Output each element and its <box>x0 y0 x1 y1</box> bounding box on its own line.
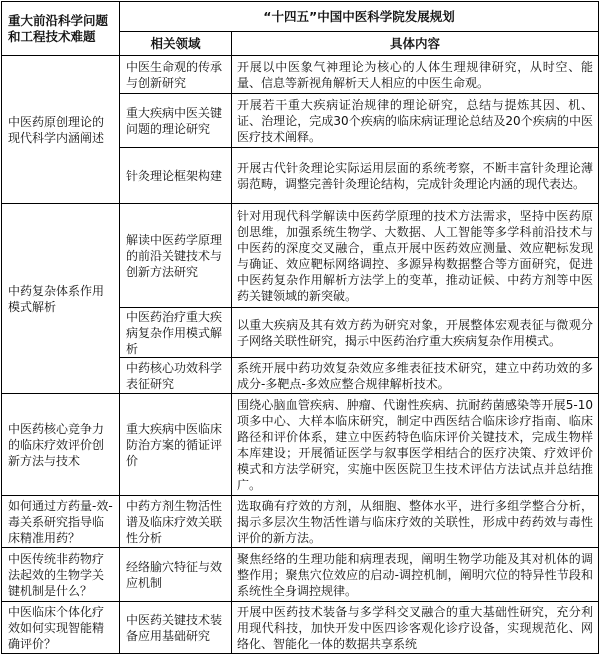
table-row <box>2 394 599 496</box>
table-row <box>2 204 599 308</box>
problem-cell: 中药复杂体系作用模式解析 <box>2 204 120 394</box>
field-cell: 经络腧穴特征与效应机制 <box>120 548 232 602</box>
table-row <box>2 548 599 602</box>
field-cell: 中药核心功效科学表征研究 <box>120 358 232 394</box>
field-cell: 解读中医药学原理的前沿关键技术与创新方法研究 <box>120 204 232 308</box>
content-cell: 以重大疾病及其有效方药为研究对象，开展整体宏观表征与微观分子网络关联性研究，揭示中医药治疗重大疾病复杂作用模式。 <box>232 308 599 358</box>
table-row <box>2 56 599 94</box>
content-cell: 开展中医药技术装备与多学科交叉融合的重大基础性研究，充分利用现代科技，加快开发中医四诊客观化诊疗设备，实现规范化、网络化、智能化一体的数据共享系统 <box>232 602 599 654</box>
table-row <box>2 496 599 548</box>
content-cell: 系统开展中药功效复杂效应多维表征技术研究，建立中药功效的多成分-多靶点-多效应整合规律解析技术。 <box>232 358 599 394</box>
content-cell: 聚焦经络的生理功能和病理表现，阐明生物学功能及其对机体的调整作用；聚焦穴位效应的启动-调控机制，阐明穴位的特异性节段和系统性全身调控规律。 <box>232 548 599 602</box>
problem-column-header: 重大前沿科学问题和工程技术难题 <box>2 2 120 56</box>
problem-cell: 中医药核心竞争力的临床疗效评价创新方法与技术 <box>2 394 120 496</box>
field-cell: 中医生命观的传承与创新研究 <box>120 56 232 94</box>
problem-cell: 中医传统非药物疗法起效的生物学关键机制是什么？ <box>2 548 120 602</box>
content-column-header: 具体内容 <box>232 32 599 56</box>
field-column-header: 相关领域 <box>120 32 232 56</box>
field-cell: 重大疾病中医临床防治方案的循证评价 <box>120 394 232 496</box>
content-cell: 选取确有疗效的方剂，从细胞、整体水平，进行多组学整合分析，揭示多层次生物活性谱与临床疗效的关联性，形成中药药效与毒性评价的新方法。 <box>232 496 599 548</box>
field-cell: 中医药治疗重大疾病复杂作用模式解析 <box>120 308 232 358</box>
table-row <box>2 602 599 654</box>
problem-cell: 中医临床个体化疗效如何实现智能精确评价？ <box>2 602 120 654</box>
content-cell: 开展以中医象气神理论为核心的人体生理规律研究，从时空、能量、信息等新视角解析天人相应的中医生命观。 <box>232 56 599 94</box>
content-cell: 围绕心脑血管疾病、肿瘤、代谢性疾病、抗耐药菌感染等开展5-10项多中心、大样本临床研究，制定中西医结合临床诊疗指南、临床路径和评价体系，建立中医药特色临床评价关键技术，完成生物样本库建设；开展循证医学与叙事医学相结合的医疗决策、疗效评价模式和方法学研究，实施中医医院卫生技术评估方法试点并总结推广。 <box>232 394 599 496</box>
field-cell: 中医药关键技术装备应用基础研究 <box>120 602 232 654</box>
field-cell: 中药方剂生物活性谱及临床疗效关联性分析 <box>120 496 232 548</box>
content-cell: 开展古代针灸理论实际运用层面的系统考察，不断丰富针灸理论薄弱范畴，调整完善针灸理论结构，完成针灸理论内涵的现代表达。 <box>232 148 599 204</box>
problem-cell: 中医药原创理论的现代科学内涵阐述 <box>2 56 120 204</box>
field-cell: 针灸理论框架构建 <box>120 148 232 204</box>
table-header-row <box>2 2 599 32</box>
problem-cell: 如何通过方药量-效-毒关系研究指导临床精准用药？ <box>2 496 120 548</box>
content-cell: 开展若干重大疾病证治规律的理论研究，总结与提炼其因、机、证、治理论，完成30个疾病的临床病证理论总结及20个疾病的中医医疗技术阐释。 <box>232 94 599 148</box>
content-cell: 针对用现代科学解读中医药学原理的技术方法需求，坚持中医药原创思维，加强系统生物学、大数据、人工智能等多学科前沿技术与中医药的深度交叉融合，重点开展中医药效应测量、效应靶标发现与确证、效应靶标网络调控、多源异构数据整合等方面研究，促进中医药复杂作用解析方法学上的变革，推动证候、中药方剂等中医药关键领域的新突破。 <box>232 204 599 308</box>
field-cell: 重大疾病中医关键问题的理论研究 <box>120 94 232 148</box>
plan-table <box>1 1 599 654</box>
plan-title: “十四五”中国中医科学院发展规划 <box>120 2 599 32</box>
